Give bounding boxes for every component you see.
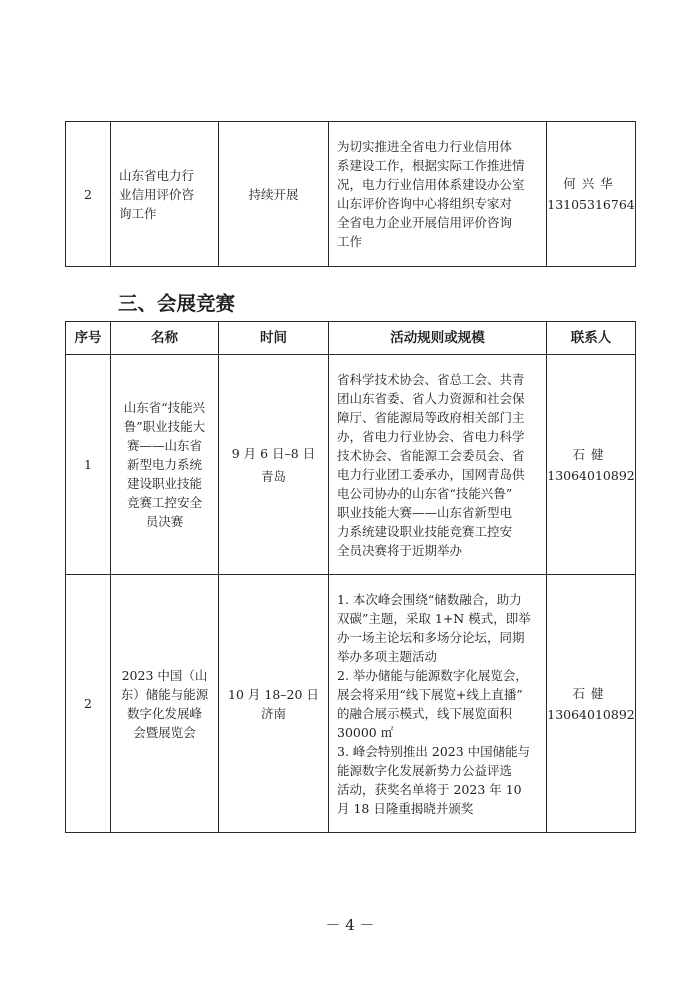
page-number: － 4 － bbox=[325, 916, 375, 934]
header-num: 序号 bbox=[66, 322, 111, 355]
table-row bbox=[66, 355, 636, 575]
row-number: 1 bbox=[66, 355, 111, 575]
item-rules: 1. 本次峰会围绕“储数融合，助力 双碳”主题，采取 1+N 模式，即举 办一场主论坛和多场分论坛，同期 举办多项主题活动 2. 举办储能与能源数字化展览会， 展会将采用“线下展览+线上直播” 的融合展示模式，线下展览面积 30000 ㎡ 3. 峰会特别推出 2023 中国储能与 能源数字化发展新势力公益评选 活动，获奖名单将于 2023 年 10 月 18 日隆重揭晓并颁奖 bbox=[329, 575, 547, 833]
contact-name: 何兴华 bbox=[563, 176, 619, 191]
contact-name: 石健 bbox=[572, 446, 610, 462]
item-rules: 省科学技术协会、省总工会、共青 团山东省委、省人力资源和社会保 障厅、省能源局等政府相关部门主 办，省电力行业协会、省电力科学 技术协会、省能源工会委员会、省 电力行业团工委承办，国网青岛供 电公司协办的山东省“技能兴鲁” 职业技能大赛——山东省新型电 力系统建设职业技能竞赛工控安 全员决赛将于近期举办 bbox=[329, 355, 547, 575]
header-contact: 联系人 bbox=[547, 322, 636, 355]
header-name: 名称 bbox=[111, 322, 219, 355]
header-rules: 活动规则或规模 bbox=[329, 322, 547, 355]
section-title: 三、会展竞赛 bbox=[118, 292, 236, 315]
item-rules: 为切实推进全省电力行业信用体 系建设工作，根据实际工作推进情 况，电力行业信用体系建设办公室 山东评价咨询中心将组织专家对 全省电力企业开展信用评价咨询 工作 bbox=[329, 122, 547, 267]
continued-table bbox=[65, 121, 636, 267]
contact-phone: 13064010892 bbox=[547, 706, 635, 722]
item-name: 山东省电力行 业信用评价咨 询工作 bbox=[111, 122, 219, 267]
row-number: 2 bbox=[66, 575, 111, 833]
contact-name: 石健 bbox=[572, 685, 610, 701]
item-name: 2023 中国（山 东）储能与能源 数字化发展峰 会暨展览会 bbox=[111, 575, 219, 833]
table-row bbox=[66, 575, 636, 833]
header-time: 时间 bbox=[219, 322, 329, 355]
item-time: 10 月 18–20 日 济南 bbox=[219, 575, 329, 833]
contact-phone: 13064010892 bbox=[547, 467, 635, 483]
item-contact bbox=[547, 355, 636, 575]
item-time: 持续开展 bbox=[219, 122, 329, 267]
item-contact bbox=[547, 122, 636, 267]
contact-phone: 13105316764 bbox=[547, 197, 635, 212]
table-header-row bbox=[66, 322, 636, 355]
item-contact bbox=[547, 575, 636, 833]
item-time: 9 月 6 日–8 日 青岛 bbox=[219, 355, 329, 575]
table-row bbox=[66, 122, 636, 267]
row-number: 2 bbox=[66, 122, 111, 267]
item-name: 山东省“技能兴 鲁”职业技能大 赛——山东省 新型电力系统 建设职业技能 竞赛工控安全 员决赛 bbox=[111, 355, 219, 575]
exhibition-table bbox=[65, 321, 636, 833]
